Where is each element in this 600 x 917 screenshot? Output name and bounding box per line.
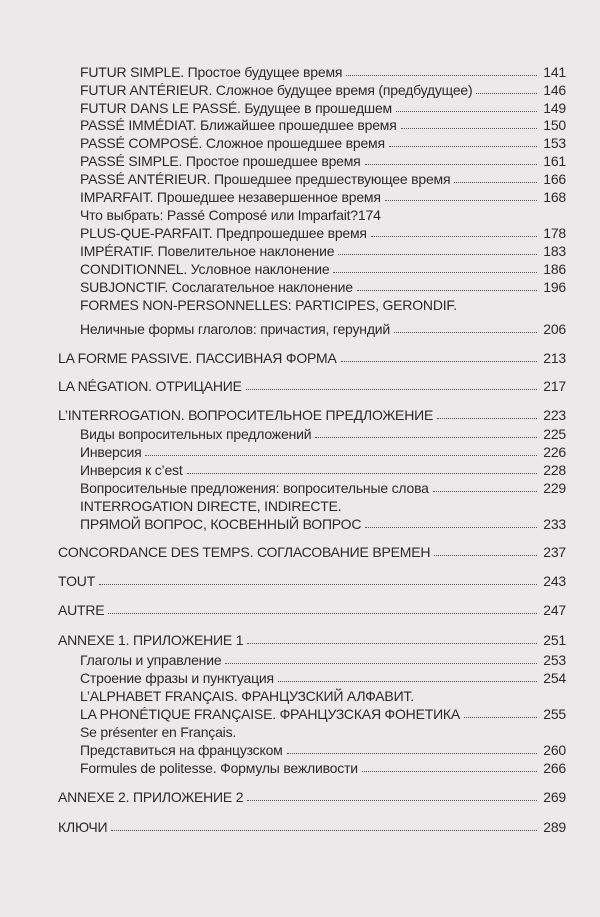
- dot-leader: [437, 418, 537, 419]
- toc-entry: [80, 422, 566, 442]
- toc-entry-page-number: 253: [543, 652, 566, 668]
- toc-entry-title: AUTRE: [58, 602, 105, 618]
- toc-entry: [58, 598, 566, 618]
- dot-leader: [278, 681, 537, 682]
- toc-entry-page-number: 223: [543, 407, 566, 423]
- toc-entry-title: Formules de politesse. Формулы вежливости: [80, 760, 358, 776]
- toc-entry: [58, 815, 566, 835]
- dot-leader: [145, 455, 537, 456]
- dot-leader: [225, 663, 537, 664]
- toc-entry-page-number: 266: [543, 760, 566, 776]
- toc-entry-title: ANNEXE 1. ПРИЛОЖЕНИЕ 1: [58, 632, 244, 648]
- toc-entry: [80, 257, 566, 277]
- toc-entry-page-number: 178: [543, 225, 566, 241]
- toc-entry-title: Неличные формы глаголов: причастия, герундий: [80, 321, 391, 337]
- dot-leader: [247, 643, 537, 644]
- toc-entry-page-number: 228: [543, 462, 566, 478]
- dot-leader: [396, 111, 537, 112]
- toc-entry-title: INTERROGATION DIRECTE, INDIRECTE.: [80, 498, 342, 514]
- toc-entry: [80, 317, 566, 337]
- dot-leader: [111, 830, 537, 831]
- toc-entry-page-number: 260: [543, 742, 566, 758]
- toc-entry: [80, 167, 566, 187]
- toc-entry: [80, 648, 566, 668]
- dot-leader: [187, 473, 538, 474]
- toc-entry-title: FUTUR SIMPLE. Простое будущее время: [80, 64, 343, 80]
- toc-entry-page-number: 146: [543, 82, 566, 98]
- toc-entry-page-number: 233: [543, 516, 566, 532]
- toc-entry: [80, 458, 566, 478]
- toc-entry-title: CONCORDANCE DES TEMPS. СОГЛАСОВАНИЕ ВРЕМЕН: [58, 544, 431, 560]
- toc-entry-title: PLUS-QUE-PARFAIT. Предпрошедшее время: [80, 225, 367, 241]
- dot-leader: [315, 437, 537, 438]
- toc-entry-page-number: 186: [543, 261, 566, 277]
- dot-leader: [385, 200, 538, 201]
- toc-entry-title: PASSÉ SIMPLE. Простое прошедшее время: [80, 153, 361, 169]
- dot-leader: [365, 164, 538, 165]
- toc-entry-title: Инверсия: [80, 444, 142, 460]
- toc-entry: [80, 60, 566, 80]
- dot-leader: [454, 182, 537, 183]
- toc-entry-title: Глаголы и управление: [80, 652, 222, 668]
- toc-entry-page-number: 153: [543, 135, 566, 151]
- toc-entry-title: CONDITIONNEL. Условное наклонение: [80, 261, 330, 277]
- toc-entry-title: ПРЯМОЙ ВОПРОС, КОСВЕННЫЙ ВОПРОС: [80, 516, 362, 532]
- toc-entry: [80, 293, 566, 313]
- dot-leader: [341, 361, 538, 362]
- toc-entry: [80, 720, 566, 740]
- toc-entry-title: Строение фразы и пунктуация: [80, 670, 274, 686]
- dot-leader: [108, 613, 537, 614]
- toc-entry: [80, 494, 566, 514]
- toc-entry-page-number: 183: [543, 243, 566, 259]
- toc-entry: [80, 476, 566, 496]
- dot-leader: [476, 93, 537, 94]
- toc-entry-page-number: 229: [543, 480, 566, 496]
- dot-leader: [338, 254, 537, 255]
- toc-entry: [80, 185, 566, 205]
- toc-entry: [80, 239, 566, 259]
- toc-entry-title: PASSÉ ANTÉRIEUR. Прошедшее предшествующее время: [80, 171, 451, 187]
- toc-entry: [58, 785, 566, 805]
- toc-entry: [80, 684, 566, 704]
- dot-leader: [464, 717, 537, 718]
- toc-entry-page-number: 168: [543, 189, 566, 205]
- toc-entry-title: Se présenter en Français.: [80, 724, 237, 740]
- toc-entry-page-number: 289: [543, 819, 566, 835]
- toc-entry-page-number: 226: [543, 444, 566, 460]
- toc-entry-title: LA NÉGATION. ОТРИЦАНИЕ: [58, 378, 242, 394]
- toc-entry-title: TOUT: [58, 573, 96, 589]
- dot-leader: [362, 771, 537, 772]
- toc-entry-title: Инверсия к c’est: [80, 462, 183, 478]
- toc-entry-page-number: 150: [543, 117, 566, 133]
- toc-entry-page-number: 247: [543, 602, 566, 618]
- toc-entry: [80, 440, 566, 460]
- dot-leader: [389, 146, 537, 147]
- toc-entry: [80, 512, 566, 532]
- toc-entry-page-number: 225: [543, 426, 566, 442]
- toc-entry-page-number: 166: [543, 171, 566, 187]
- toc-entry: [80, 666, 566, 686]
- dot-leader: [247, 800, 537, 801]
- dot-leader: [287, 753, 538, 754]
- toc-entry-title: FUTUR ANTÉRIEUR. Сложное будущее время (предбудущее): [80, 82, 473, 98]
- toc-entry-title: LA FORME PASSIVE. ПАССИВНАЯ ФОРМА: [58, 350, 337, 366]
- dot-leader: [346, 75, 537, 76]
- toc-entry-page-number: 254: [543, 670, 566, 686]
- toc-entry-title: L’INTERROGATION. ВОПРОСИТЕЛЬНОЕ ПРЕДЛОЖЕНИЕ: [58, 407, 434, 423]
- toc-entry: [58, 374, 566, 394]
- toc-entry: [58, 628, 566, 648]
- toc-entry-title: PASSÉ IMMÉDIAT. Ближайшее прошедшее время: [80, 117, 397, 133]
- toc-entry-title: IMPÉRATIF. Повелительное наклонение: [80, 243, 335, 259]
- toc-entry: [80, 78, 566, 98]
- toc-entry-title: Что выбрать: Passé Composé или Imparfait?: [80, 207, 358, 223]
- toc-entry-title: КЛЮЧИ: [58, 819, 108, 835]
- toc-entry-title: Виды вопросительных предложений: [80, 426, 312, 442]
- toc-entry: [58, 403, 566, 423]
- dot-leader: [333, 272, 537, 273]
- toc-entry: [58, 540, 566, 560]
- toc-entry-page-number: 255: [543, 706, 566, 722]
- toc-entry-page-number: 141: [543, 64, 566, 80]
- toc-entry-title: IMPARFAIT. Прошедшее незавершенное время: [80, 189, 381, 205]
- toc-entry-title: FUTUR DANS LE PASSÉ. Будущее в прошедшем: [80, 100, 392, 116]
- toc-entry: [80, 756, 566, 776]
- toc-entry: [80, 113, 566, 133]
- toc-entry-page-number: 269: [543, 789, 566, 805]
- toc-entry: [80, 149, 566, 169]
- dot-leader: [99, 584, 537, 585]
- toc-entry-page-number: 243: [543, 573, 566, 589]
- toc-entry-page-number: 206: [543, 321, 566, 337]
- toc-entry-title: PASSÉ COMPOSÉ. Сложное прошедшее время: [80, 135, 385, 151]
- dot-leader: [434, 555, 537, 556]
- toc-entry: [58, 569, 566, 589]
- toc-entry-title: ANNEXE 2. ПРИЛОЖЕНИЕ 2: [58, 789, 244, 805]
- toc-entry-page-number: 251: [543, 632, 566, 648]
- toc-entry-page-number: 149: [543, 100, 566, 116]
- toc-entry-page-number: 213: [543, 350, 566, 366]
- toc-entry: [80, 275, 566, 295]
- toc-entry-title: FORMES NON-PERSONNELLES: PARTICIPES, GERONDIF.: [80, 297, 457, 313]
- toc-entry: [80, 221, 566, 241]
- toc-entry: [58, 346, 566, 366]
- dot-leader: [365, 527, 537, 528]
- toc-entry-title: L’ALPHABET FRANÇAIS. ФРАНЦУЗСКИЙ АЛФАВИТ.: [80, 688, 414, 704]
- dot-leader: [371, 236, 537, 237]
- toc-entry: [80, 203, 566, 223]
- toc-entry: [80, 702, 566, 722]
- toc-entry-title: Вопросительные предложения: вопросительные слова: [80, 480, 429, 496]
- toc-entry-page-number: 161: [543, 153, 566, 169]
- dot-leader: [357, 290, 537, 291]
- dot-leader: [401, 128, 538, 129]
- toc-entry: [80, 131, 566, 151]
- dot-leader: [433, 491, 537, 492]
- toc-entry-title: Представиться на французском: [80, 742, 283, 758]
- toc-entry-title: SUBJONCTIF. Сослагательное наклонение: [80, 279, 353, 295]
- toc-entry-page-number: 217: [543, 378, 566, 394]
- toc-entry-page-number: 174: [357, 207, 381, 223]
- dot-leader: [394, 332, 537, 333]
- dot-leader: [246, 389, 537, 390]
- toc-entry-page-number: 237: [543, 544, 566, 560]
- toc-entry: [80, 738, 566, 758]
- toc-entry-page-number: 196: [543, 279, 566, 295]
- toc-entry-title: LA PHONÉTIQUE FRANÇAISE. ФРАНЦУЗСКАЯ ФОНЕТИКА: [80, 706, 461, 722]
